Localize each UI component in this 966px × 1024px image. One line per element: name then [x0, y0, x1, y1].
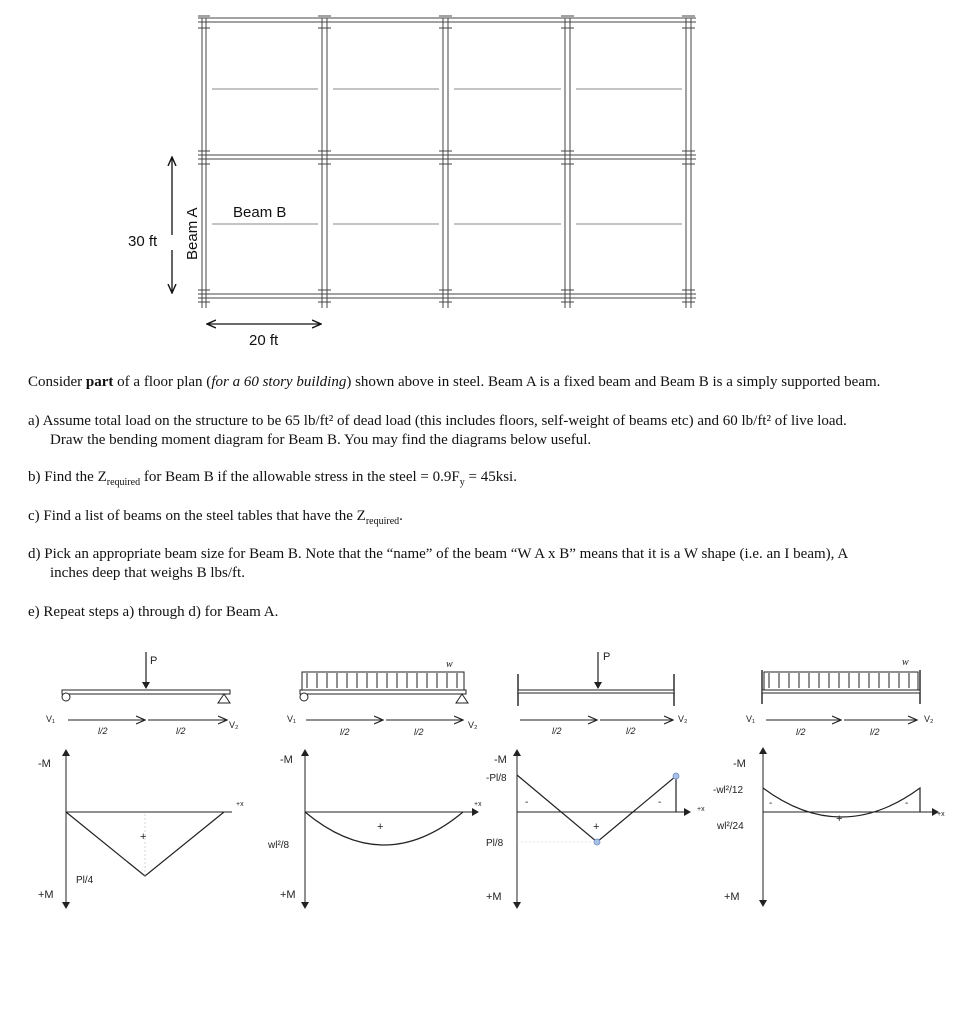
- diagram-simple-udl: [267, 659, 482, 908]
- pos-m-label-2: +M: [280, 889, 296, 901]
- load-label-w-2: w: [446, 659, 453, 670]
- part-b-text-3: = 45ksi.: [464, 469, 517, 485]
- problem-part-b: [28, 468, 948, 492]
- half-label-4a: l/2: [796, 727, 806, 737]
- x-label-1: +x: [236, 801, 244, 808]
- pin-support-1: [62, 693, 70, 701]
- neg-m-label-2: -M: [280, 754, 293, 766]
- part-a-line-1: a) Assume total load on the structure to be 65 lb/ft² of dead load (this includes floors, self-weight of beams etc) and 60 lb/ft² of live load.: [28, 413, 847, 429]
- x-label-2: +x: [474, 801, 482, 808]
- beam-b-label: Beam B: [233, 204, 287, 221]
- plus-sign-2: +: [377, 821, 384, 833]
- part-a-line-2: Draw the bending moment diagram for Beam B. You may find the diagrams below useful.: [50, 432, 592, 448]
- problem-part-d: [28, 545, 948, 583]
- x-label-3: +x: [697, 806, 705, 813]
- part-b-text-2: for Beam B if the allowable stress in the steel = 0.9F: [140, 469, 460, 485]
- half-label-1a: l/2: [98, 726, 108, 736]
- udl-box-2: [302, 672, 464, 690]
- load-label-p-1: P: [150, 655, 158, 667]
- load-label-p-3: P: [603, 651, 611, 663]
- problem-intro: [28, 373, 948, 392]
- minus-sign-4a: -: [769, 798, 773, 809]
- roller-support-1: [218, 694, 230, 703]
- v2-label-1: V₂: [229, 720, 239, 730]
- part-c-text-1: c) Find a list of beams on the steel tables that have the Z: [28, 508, 366, 524]
- diagram-fixed-udl: [713, 657, 945, 906]
- neg-m-label-3: -M: [494, 754, 507, 766]
- neg-m-label-1: -M: [38, 758, 51, 770]
- v2-label-2: V₂: [468, 720, 478, 730]
- neg-m-label-4: -M: [733, 758, 746, 770]
- roller-support-2: [456, 694, 468, 703]
- pos-m-label-4: +M: [724, 891, 740, 903]
- beam-2: [300, 690, 466, 694]
- udl-arrows-4: [769, 673, 909, 688]
- intro-text-2: of a floor plan (: [113, 374, 212, 390]
- intro-bold: part: [85, 374, 114, 390]
- v1-label-1: V₁: [46, 714, 56, 724]
- half-label-4b: l/2: [870, 727, 880, 737]
- girder-lines: [198, 18, 696, 298]
- x-label-4: +x: [937, 811, 945, 818]
- half-label-3b: l/2: [626, 726, 636, 736]
- part-b-sub: required: [106, 477, 141, 488]
- diagram-fixed-point-load: [486, 651, 705, 908]
- part-e-line: e) Repeat steps a) through d) for Beam A.: [28, 604, 279, 620]
- v2-label-4: V₂: [924, 714, 934, 724]
- load-label-w-4: w: [902, 657, 909, 668]
- max-label-wl8: wl²/8: [268, 840, 290, 851]
- half-label-3a: l/2: [552, 726, 562, 736]
- beam-1: [62, 690, 230, 694]
- plus-sign-1: +: [140, 831, 147, 843]
- moment-diagrams: [0, 640, 966, 940]
- minus-sign-3a: -: [525, 797, 529, 808]
- udl-box-4: [764, 672, 918, 690]
- v1-label-4: V₁: [746, 714, 756, 724]
- half-label-1b: l/2: [176, 726, 186, 736]
- minus-sign-4b: -: [905, 798, 909, 809]
- v1-label-2: V₁: [287, 714, 297, 724]
- plus-sign-3: +: [593, 821, 600, 833]
- problem-part-e: [28, 603, 948, 622]
- udl-arrows-2: [307, 673, 457, 688]
- part-b-sub-y: y: [459, 477, 465, 488]
- half-label-2b: l/2: [414, 727, 424, 737]
- part-b-text-1: b) Find the Z: [28, 469, 107, 485]
- problem-part-a: [28, 412, 948, 450]
- intro-italic: for a 60 story building: [211, 374, 347, 390]
- intro-text-3: ) shown above in steel. Beam A is a fixed beam and Beam B is a simply supported beam.: [346, 374, 881, 390]
- problem-part-c: [28, 507, 948, 531]
- diagram-simple-point-load: [38, 652, 244, 908]
- label-neg-wl12: -wl²/12: [713, 785, 744, 796]
- dimension-label-20ft: 20 ft: [249, 332, 279, 349]
- minus-sign-3b: -: [658, 797, 662, 808]
- floor-plan: [0, 0, 966, 360]
- dimension-label-30ft: 30 ft: [128, 233, 158, 250]
- pos-m-label-1: +M: [38, 889, 54, 901]
- pin-support-2: [300, 693, 308, 701]
- part-d-line-1: d) Pick an appropriate beam size for Beam B. Note that the “name” of the beam “W A x B” means that it is a W shape (i.e. an I beam), A: [28, 546, 849, 562]
- moment-curve-2: [305, 812, 463, 845]
- label-pos-pl8: Pl/8: [486, 838, 504, 849]
- plus-sign-4: +: [836, 813, 843, 825]
- pos-m-label-3: +M: [486, 891, 502, 903]
- part-c-sub: required: [365, 516, 400, 527]
- label-neg-pl8: -Pl/8: [486, 773, 507, 784]
- intro-text-1: Consider: [28, 374, 86, 390]
- part-d-line-2: inches deep that weighs B lbs/ft.: [50, 565, 245, 581]
- column-lines: [202, 18, 691, 308]
- max-label-pl4: Pl/4: [76, 875, 94, 886]
- label-pos-wl24: wl²/24: [717, 821, 744, 832]
- half-label-2a: l/2: [340, 727, 350, 737]
- v2-label-3: V₂: [678, 714, 688, 724]
- part-c-text-2: .: [399, 508, 403, 524]
- beam-3: [518, 690, 674, 693]
- beam-a-label: Beam A: [184, 207, 201, 260]
